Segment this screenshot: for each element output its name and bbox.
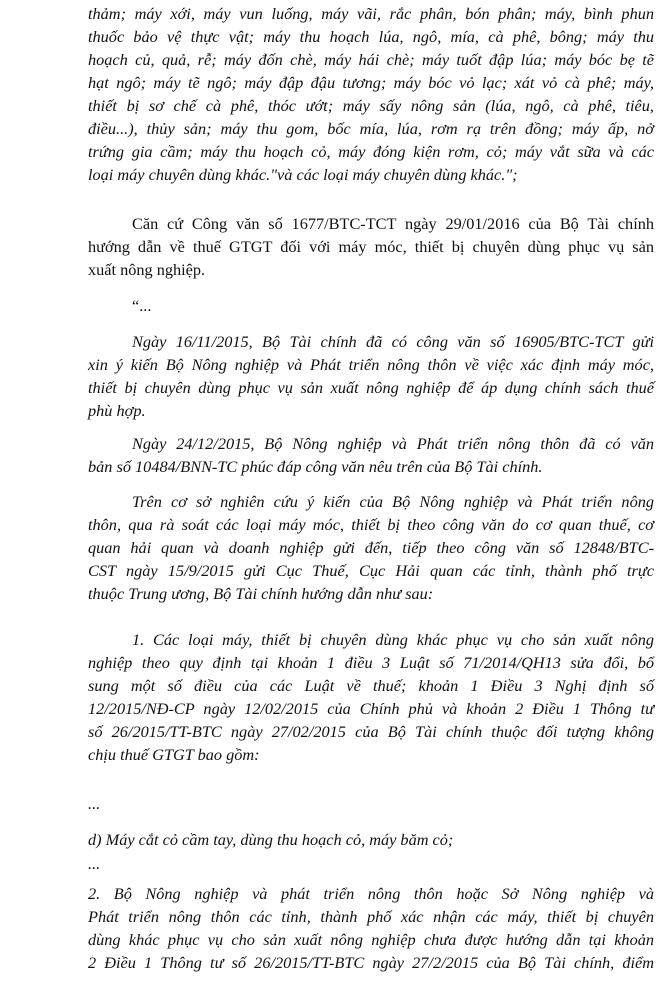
text-line: dùng khác phục vụ cho sản xuất nông nghiệp chưa được hướng dẫn tại khoản <box>88 930 654 949</box>
paragraph-machine-list <box>88 2 654 186</box>
text-line: quan hải quan và doanh nghiệp gửi đến, tiếp theo công văn số 12848/BTC- <box>88 538 654 557</box>
text-line: thôn, qua rà soát các loại máy móc, thiết bị theo công văn do cơ quan thuế, cơ <box>88 515 654 534</box>
text-line: thảm; máy xới, máy vun luống, máy vãi, rắc phân, bón phân; máy, bình phun <box>88 4 654 23</box>
text-line: chịu thuế GTGT bao gồm: <box>88 745 260 764</box>
quote-open: “... <box>132 296 152 315</box>
paragraph-dec-2015 <box>88 432 654 478</box>
text-line: xuất nông nghiệp. <box>88 260 206 279</box>
ellipsis: ... <box>88 794 101 813</box>
text-line: loại máy chuyên dùng khác."và các loại máy chuyên dùng khác."; <box>88 165 518 184</box>
text-line: 12/2015/NĐ-CP ngày 12/02/2015 của Chính phủ và khoản 2 Điều 1 Thông tư <box>88 699 654 718</box>
text-line: hoạch củ, quả, rễ; máy đốn chè, máy hái chè; máy tuốt đập lúa; máy bóc bẹ tẽ <box>88 50 654 69</box>
text-line: sung một số điều của các Luật về thuế; khoản 1 Điều 3 Nghị định số <box>88 676 654 695</box>
text-line: bản số 10484/BNN-TC phúc đáp công văn nêu trên của Bộ Tài chính. <box>88 457 543 476</box>
text-line: thuộc Trung ương, Bộ Tài chính hướng dẫn như sau: <box>88 584 434 603</box>
text-line: CST ngày 15/9/2015 gửi Cục Thuế, Cục Hải quan các tỉnh, thành phố trực <box>88 561 654 580</box>
text-line: 2. Bộ Nông nghiệp và phát triển nông thôn hoặc Sở Nông nghiệp và <box>88 884 654 903</box>
text-line: điều...), thủy sản; máy thu gom, bốc mía, lúa, rơm rạ trên đồng; máy ấp, nở <box>88 119 654 138</box>
text-line: Phát triển nông thôn các tỉnh, thành phố xác nhận các máy, thiết bị chuyên <box>88 907 654 926</box>
paragraph-research <box>88 490 654 605</box>
text-line: thuốc bảo vệ thực vật; máy thu hoạch lúa, ngô, mía, cà phê, bông; máy thu <box>88 27 654 46</box>
text-line: xin ý kiến Bộ Nông nghiệp và Phát triển nông thôn về việc xác định máy móc, <box>88 355 654 374</box>
paragraph-legal-basis <box>88 212 654 281</box>
text-line: Căn cứ Công văn số 1677/BTC-TCT ngày 29/01/2016 của Bộ Tài chính <box>132 214 654 233</box>
text-line: hướng dẫn về thuế GTGT đối với máy móc, thiết bị chuyên dùng phục vụ sản <box>88 237 654 256</box>
text-line: Ngày 24/12/2015, Bộ Nông nghiệp và Phát triển nông thôn đã có văn <box>132 434 654 453</box>
text-line: 1. Các loại máy, thiết bị chuyên dùng khác phục vụ cho sản xuất nông <box>132 630 654 649</box>
paragraph-item-1 <box>88 628 654 766</box>
text-line: số 26/2015/TT-BTC ngày 27/02/2015 của Bộ Tài chính thuộc đối tượng không <box>88 722 654 741</box>
text-line: hạt ngô; máy tẽ ngô; máy đập đậu tương; máy bóc vỏ lạc; xát vỏ cà phê; máy, <box>88 73 654 92</box>
item-d: d) Máy cắt cỏ cầm tay, dùng thu hoạch cỏ, máy băm cỏ; <box>88 830 454 849</box>
text-line: 2 Điều 1 Thông tư số 26/2015/TT-BTC ngày 27/2/2015 của Bộ Tài chính, điểm <box>88 953 654 972</box>
text-line: nghiệp theo quy định tại khoản 1 điều 3 Luật số 71/2014/QH13 sửa đổi, bổ <box>88 653 654 672</box>
text-line: thiết bị sơ chế cà phê, thóc ướt; máy sấy nông sản (lúa, ngô, cà phê, tiêu, <box>88 96 654 115</box>
paragraph-item-2 <box>88 882 654 974</box>
text-line: thiết bị chuyên dùng phục vụ sản xuất nông nghiệp để áp dụng chính sách thuế <box>88 378 654 397</box>
ellipsis: ... <box>88 854 101 873</box>
text-line: phù hợp. <box>88 401 146 420</box>
text-line: Trên cơ sở nghiên cứu ý kiến của Bộ Nông nghiệp và Phát triển nông <box>132 492 654 511</box>
text-line: trứng gia cầm; máy thu hoạch cỏ, máy đóng kiện rơm, cỏ; máy vắt sữa và các <box>88 142 654 161</box>
paragraph-nov-2015 <box>88 330 654 422</box>
text-line: Ngày 16/11/2015, Bộ Tài chính đã có công văn số 16905/BTC-TCT gửi <box>132 332 654 351</box>
